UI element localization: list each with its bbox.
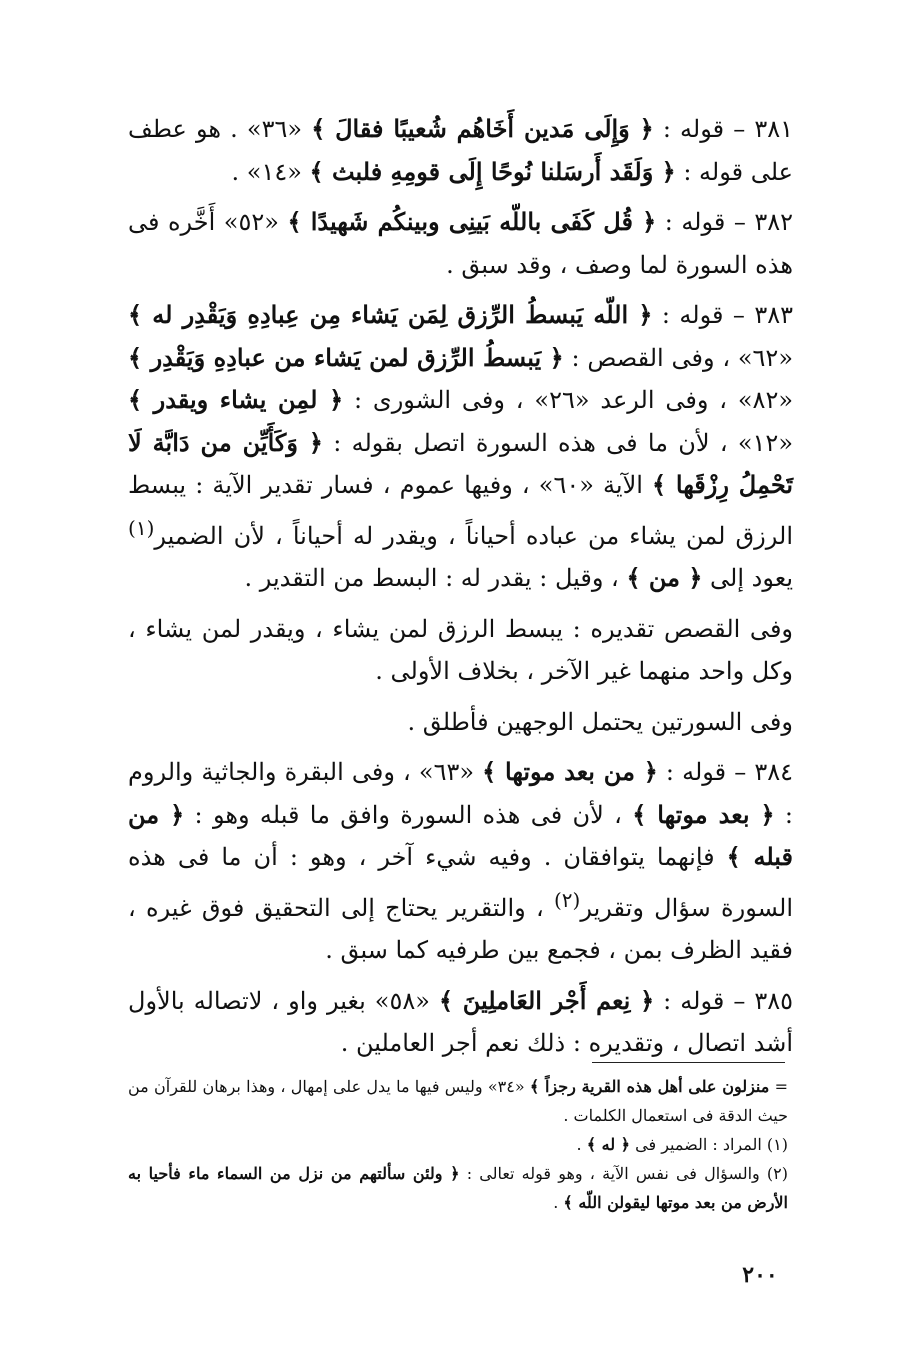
text-run: (٢) والسؤال فى نفس الآية ، وهو قوله تعالى : <box>459 1164 789 1183</box>
quran-quote: ﴿ وَإِلَى مَدين أَخَاهُم شُعيبًا فقالَ ﴾ <box>311 114 654 143</box>
quran-quote: ﴿ نِعم أَجْر العَاملِينَ ﴾ <box>438 985 655 1015</box>
quran-quote: ﴿ اللّه يَبسطُ الرِّزق لِمَن يَشاء مِن عِبادِهِ وَيَقْدِر له ﴾ <box>128 300 653 329</box>
quran-quote: ﴿ وَكَأَيِّن من دَابَّة لَا تَحْمِلُ رِزْقَها ﴾ <box>128 427 793 499</box>
footnotes <box>128 1072 788 1217</box>
paragraph <box>128 608 793 693</box>
text-run: «٥٢» أَخَّره فى هذه السورة لما وصف ، وقد سبق . <box>128 208 793 279</box>
footnote <box>128 1130 788 1159</box>
paragraph <box>128 201 793 286</box>
quran-quote: ﴿ يَبسطُ الرِّزق لمن يَشاء من عبادِهِ وَيَقْدِر ﴾ <box>128 342 564 372</box>
text-run: ٣٨١ – قوله : <box>653 115 794 143</box>
quran-quote: ﴿ بعد موتها ﴾ <box>632 799 775 829</box>
text-run: ٣٨٣ – قوله : <box>652 301 794 329</box>
text-run: وفى القصص تقديره : يبسط الرزق لمن يشاء ، ويقدر لمن يشاء ، وكل واحد منهما غير الآخر ، بخلاف الأولى . <box>128 614 793 685</box>
footnote <box>128 1072 788 1130</box>
quran-quote: ﴿ قُل كَفَى باللّه بَينِى وبينكُم شَهيدًا ﴾ <box>287 207 657 236</box>
paragraph <box>128 108 793 193</box>
text-run: «٦٢» ، وفى القصص : <box>563 343 793 372</box>
text-run: ٣٨٤ – قوله : <box>657 758 794 786</box>
footnote <box>128 1159 788 1217</box>
text-run: الآية «٦٠» ، وفيها عموم ، فسار تقدير الآية : يبسط الرزق لمن يشاء من عباده أحياناً ، ويقدر له أحياناً ، لأن الضمير <box>128 471 793 550</box>
quran-quote: ﴿ وَلَقَد أَرسَلنا نُوحًا إِلَى قومِهِ فلبث ﴾ <box>309 156 676 186</box>
paragraph <box>128 701 793 744</box>
text-run: ، والتقرير يحتاج إلى التحقيق فوق غيره ، فقيد الظرف بمن ، فجمع بين طرفيه كما سبق . <box>128 893 793 964</box>
quran-quote: ﴿ لمِن يشاء ويقدر ﴾ <box>128 385 344 414</box>
quran-quote: ﴿ من قبله ﴾ <box>128 799 793 871</box>
quran-quote: منزلون على أهل هذه القرية رجزاً ﴾ <box>529 1077 770 1096</box>
text-run: ، وقيل : يقدر له : البسط من التقدير . <box>244 564 627 592</box>
text-run: «٦٣» ، وفى البقرة والجاثية والروم : <box>128 758 794 829</box>
text-run: وفى السورتين يحتمل الوجهين فأطلق . <box>407 707 793 736</box>
paragraph <box>128 980 793 1065</box>
text-run: «٣٦» . هو عطف على قوله : <box>128 115 793 186</box>
page-number: ٢٠٠ <box>742 1262 778 1288</box>
paragraph <box>128 294 793 600</box>
main-text <box>128 108 793 1073</box>
text-run: فإنهما يتوافقان . وفيه شيء آخر ، وهو : أن ما فى هذه السورة سؤال وتقرير <box>128 843 793 922</box>
text-run: . <box>576 1135 587 1154</box>
text-run: يعود إلى <box>702 564 793 592</box>
footnote-ref: (٢) <box>553 887 581 912</box>
text-run: «١٤» . <box>231 157 310 186</box>
text-run: «٣٤» وليس فيها ما يدل على إمهال ، وهذا برهان للقرآن من حيث الدقة فى استعمال الكلمات . <box>128 1077 788 1125</box>
quran-quote: ﴿ ولئن سألتهم من نزل من السماء ماء فأحيا به الأرض من بعد موتها ليقولن اللّه ﴾ <box>128 1164 788 1212</box>
text-run: «٨٢» ، وفى الرعد «٢٦» ، وفى الشورى : <box>343 386 794 414</box>
quran-quote: ﴿ له ﴾ <box>586 1135 631 1154</box>
text-run: «٥٨» بغير واو ، لاتصاله بالأول أشد اتصال ، وتقديره : ذلك نعم أجر العاملين . <box>128 986 793 1057</box>
text-run: ، لأن فى هذه السورة وافق ما قبله وهو : <box>184 800 633 829</box>
text-run: (١) المراد : الضمير فى <box>630 1135 788 1154</box>
footnote-separator <box>592 1062 785 1063</box>
text-run: = <box>769 1077 788 1096</box>
text-run: «١٢» ، لأن ما فى هذه السورة اتصل بقوله : <box>322 428 793 457</box>
paragraph <box>128 751 793 972</box>
quran-quote: ﴿ من ﴾ <box>626 563 703 592</box>
text-run: ٣٨٢ – قوله : <box>656 208 794 236</box>
quran-quote: ﴿ من بعد موتها ﴾ <box>482 757 658 786</box>
text-run: . <box>553 1193 564 1212</box>
footnote-ref: (١) <box>128 515 155 540</box>
text-run: ٣٨٥ – قوله : <box>654 986 794 1015</box>
